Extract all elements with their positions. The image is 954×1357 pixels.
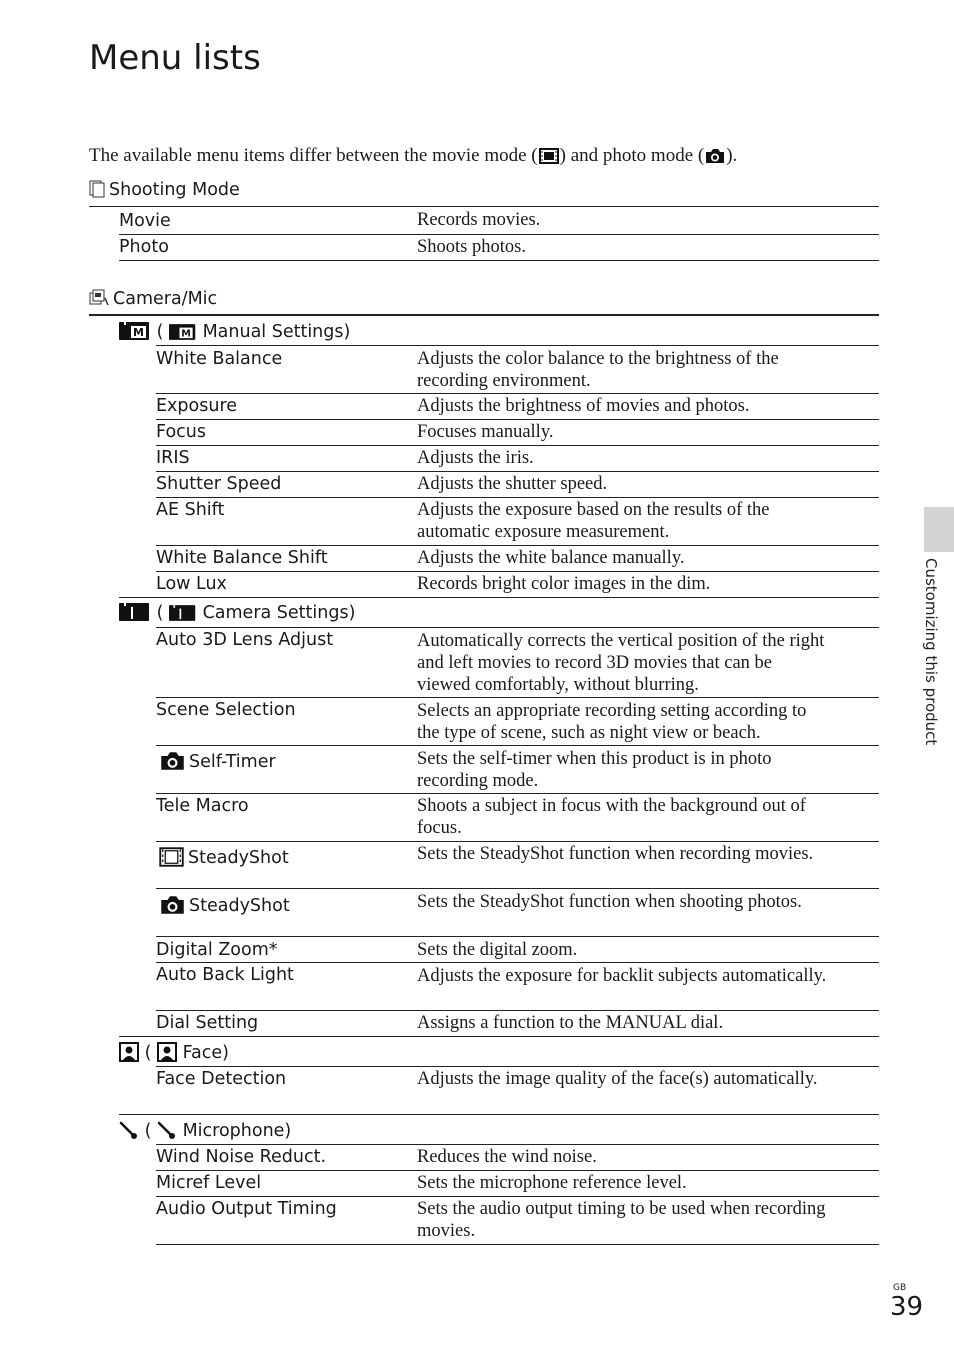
menu-item-shutter-speed: Shutter Speed [156,474,282,494]
menu-item-scene-selection: Scene Selection [156,700,296,720]
movie-film-icon [159,847,184,872]
menu-item-iris: IRIS [156,448,190,468]
manual-settings-icon [169,323,197,346]
divider [156,1196,879,1197]
divider [156,545,879,546]
subgroup-open-paren: ( [156,603,164,623]
divider [119,597,879,598]
menu-item-description: Sets the microphone reference level. [417,1173,687,1193]
face-icon [119,1042,139,1067]
menu-item-face-detection: Face Detection [156,1069,287,1089]
divider [156,445,879,446]
page-region-label: GB [893,1283,907,1293]
menu-item-description: Adjusts the image quality of the face(s) automatically. [417,1069,818,1089]
camera-settings-heading [119,602,355,627]
intro-text [89,145,737,170]
divider [156,1066,879,1067]
divider [156,936,879,937]
menu-item-description: Adjusts the shutter speed. [417,474,608,494]
divider [156,497,879,498]
svg-text:M: M [133,326,144,339]
menu-item-label: Self-Timer [189,752,276,772]
menu-item-description: Focuses manually. [417,422,554,442]
menu-item-description: Selects an appropriate recording setting according to the type of scene, such as night view or beach. [417,701,807,743]
face-heading [119,1042,229,1067]
movie-film-icon [539,148,559,170]
menu-item-description: Adjusts the color balance to the brightness of the recording environment. [417,349,779,391]
chapter-tab [924,507,954,552]
photo-camera-icon [160,751,185,776]
divider [156,1010,879,1011]
divider [156,345,879,346]
divider [156,1144,879,1145]
microphone-label: Microphone) [182,1121,292,1141]
menu-item-label: SteadyShot [188,848,289,868]
menu-item-label: SteadyShot [189,896,290,916]
divider [119,1036,879,1037]
divider [156,419,879,420]
photo-camera-icon [705,148,725,170]
divider [156,1170,879,1171]
divider [89,314,879,316]
menu-item-description: Assigns a function to the MANUAL dial. [417,1013,724,1033]
menu-item-white-balance-shift: White Balance Shift [156,548,328,568]
menu-item-description: Adjusts the exposure for backlit subjects automatically. [417,966,827,986]
menu-item-micref-level: Micref Level [156,1173,262,1193]
menu-item-description: Reduces the wind noise. [417,1147,597,1167]
menu-item-tele-macro: Tele Macro [156,796,249,816]
menu-item-ae-shift: AE Shift [156,500,225,520]
camera-settings-label: Camera Settings) [202,603,356,623]
shooting-mode-heading-text: Shooting Mode [109,180,240,200]
menu-item-description: Sets the SteadyShot function when recording movies. [417,844,814,864]
menu-item-digital-zoom: Digital Zoom* [156,940,278,960]
face-icon [157,1042,177,1067]
page-number: 39 [890,1292,924,1322]
face-label: Face) [182,1043,229,1063]
camera-mic-icon [89,289,109,312]
camera-mic-heading [89,289,879,312]
divider [156,841,879,842]
menu-item-description: Shoots a subject in focus with the background out of focus. [417,796,806,838]
microphone-icon [119,1120,139,1145]
menu-item-description: Records bright color images in the dim. [417,574,711,594]
subgroup-open-paren: ( [144,1043,152,1063]
menu-item-audio-output-timing: Audio Output Timing [156,1199,337,1219]
camera-mic-heading-text: Camera/Mic [113,289,218,309]
divider [156,471,879,472]
menu-item-description: Records movies. [417,210,541,230]
manual-settings-label: Manual Settings) [202,322,351,342]
divider [156,571,879,572]
menu-item-wind-noise-reduct: Wind Noise Reduct. [156,1147,327,1167]
divider [156,793,879,794]
page-title: Menu lists [89,38,261,78]
photo-camera-icon [160,895,185,920]
divider [119,234,879,235]
intro-text-part: ) and photo mode ( [559,145,705,166]
menu-item-focus: Focus [156,422,206,442]
menu-item-photo: Photo [119,237,169,257]
menu-item-description: Automatically corrects the vertical position of the right and left movies to record 3D movies that can be viewed comfortably, without blurring. [417,631,825,695]
menu-item-description: Adjusts the white balance manually. [417,548,685,568]
menu-item-steadyshot-photo [160,895,290,920]
svg-text:M: M [181,328,191,340]
menu-item-low-lux: Low Lux [156,574,227,594]
camera-settings-icon [119,602,151,627]
chapter-side-label: Customizing this product [922,558,940,746]
menu-item-description: Sets the self-timer when this product is in photo recording mode. [417,749,772,791]
menu-item-exposure: Exposure [156,396,238,416]
microphone-icon [157,1120,177,1145]
menu-item-description: Sets the audio output timing to be used when recording movies. [417,1199,826,1241]
shooting-mode-icon [89,180,105,203]
manual-settings-heading [119,321,350,346]
divider [156,962,879,963]
menu-item-description: Shoots photos. [417,237,526,257]
subgroup-open-paren: ( [144,1121,152,1141]
shooting-mode-heading [89,180,879,203]
menu-item-dial-setting: Dial Setting [156,1013,259,1033]
menu-item-white-balance: White Balance [156,349,283,369]
menu-item-movie: Movie [119,211,171,231]
camera-settings-icon [169,604,197,627]
divider [156,745,879,746]
menu-item-description: Adjusts the brightness of movies and photos. [417,396,750,416]
microphone-heading [119,1120,291,1145]
menu-item-auto-3d-lens-adjust: Auto 3D Lens Adjust [156,630,334,650]
intro-text-part: The available menu items differ between the movie mode ( [89,145,538,166]
divider [156,697,879,698]
manual-settings-icon [119,321,151,346]
menu-item-description: Sets the digital zoom. [417,940,578,960]
divider [119,1114,879,1115]
subgroup-open-paren: ( [156,322,164,342]
menu-item-description: Adjusts the iris. [417,448,534,468]
divider [156,1244,879,1245]
menu-item-description: Sets the SteadyShot function when shooting photos. [417,892,802,912]
divider [119,260,879,261]
divider [89,206,879,207]
divider [156,393,879,394]
divider [156,888,879,889]
menu-item-steadyshot-movie [159,847,289,872]
menu-item-self-timer [160,751,276,776]
menu-item-description: Adjusts the exposure based on the results of the automatic exposure measurement. [417,500,770,542]
divider [156,627,879,628]
intro-text-part: ). [726,145,738,166]
menu-item-auto-back-light: Auto Back Light [156,965,294,985]
